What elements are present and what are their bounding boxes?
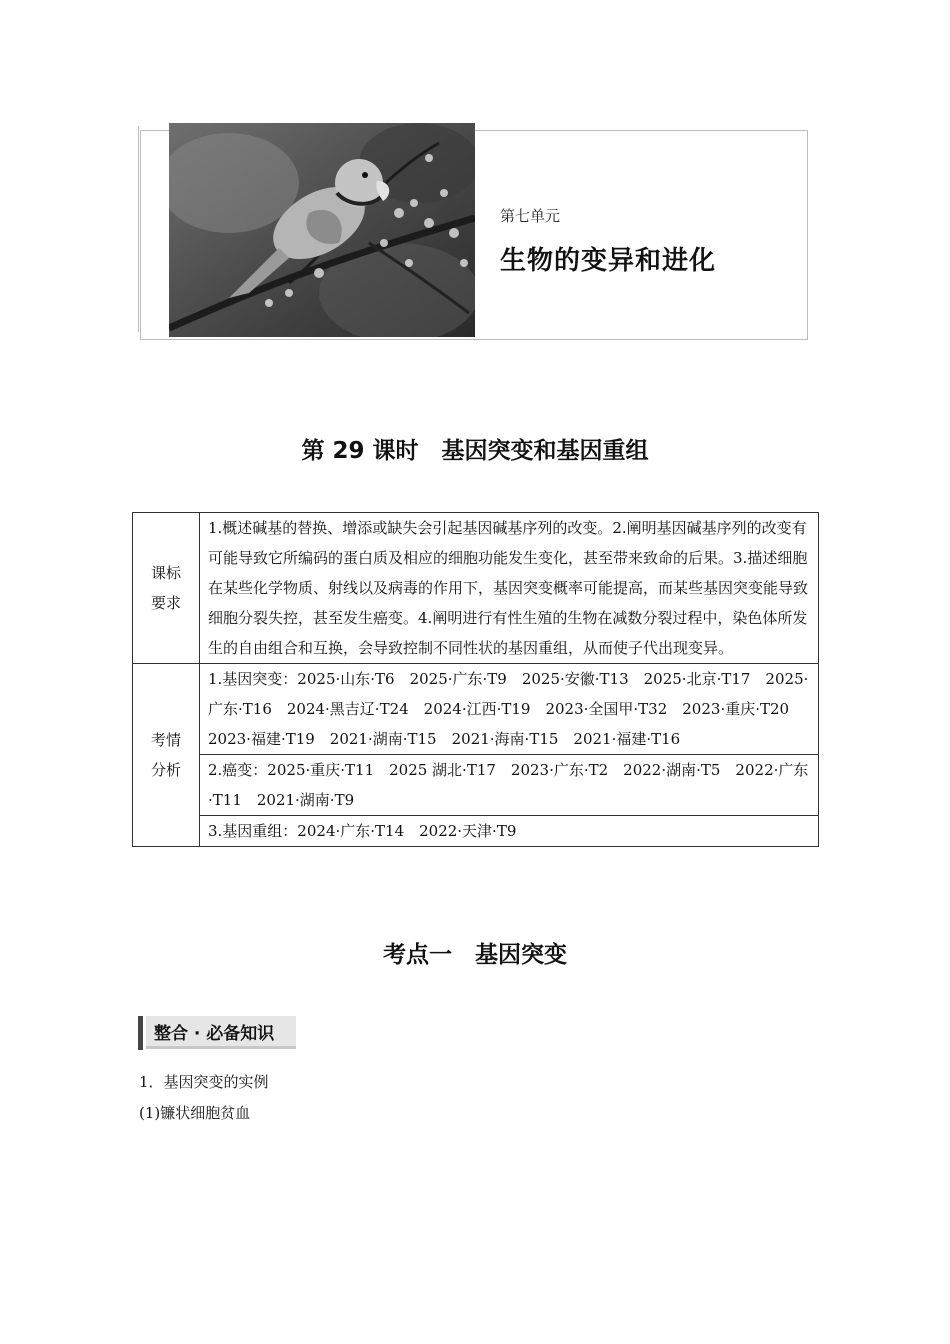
analysis-head — [133, 664, 200, 847]
unit-title: 生物的变异和进化 — [500, 246, 717, 276]
table-row-recombination — [133, 816, 819, 847]
requirements-head-line2: 要求 — [150, 594, 181, 612]
badge-accent-bar — [138, 1016, 143, 1050]
analysis-mutation: 1.基因突变：2025·山东·T6 2025·广东·T9 2025·安徽·T13 2025·北京·T17 2025·广东·T16 2024·黑吉辽·T24 2024·江西·T19 2023·全国甲·T32 2023·重庆·T20 2023·福建·T19 2021·湖南·T15 2021·海南·T15 2021·福建·T16 — [200, 664, 819, 755]
requirements-head-line1: 课标 — [150, 564, 181, 582]
badge-label: 整合 · 必备知识 — [154, 1024, 275, 1044]
requirements-head — [133, 513, 200, 664]
analysis-head-line2: 分析 — [150, 761, 181, 779]
requirements-table — [132, 512, 819, 847]
lesson-title: 第 29 课时 基因突变和基因重组 — [301, 438, 649, 464]
parrot-photo — [169, 123, 475, 337]
section-title: 考点一 基因突变 — [383, 942, 567, 968]
unit-label: 第七单元 — [500, 207, 561, 225]
analysis-cancer: 2.癌变：2025·重庆·T11 2025 湖北·T17 2023·广东·T2 2022·湖南·T5 2022·广东·T11 2021·湖南·T9 — [200, 755, 819, 816]
table-row-cancer — [133, 755, 819, 816]
requirements-text: 1.概述碱基的替换、增添或缺失会引起基因碱基序列的改变。2.阐明基因碱基序列的改变有可能导致它所编码的蛋白质及相应的细胞功能发生变化，甚至带来致命的后果。3.描述细胞在某些化学物质、射线以及病毒的作用下，基因突变概率可能提高，而某些基因突变能导致细胞分裂失控，甚至发生癌变。4.阐明进行有性生殖的生物在减数分裂过程中，染色体所发生的自由组合和互换，会导致控制不同性状的基因重组，从而使子代出现变异。 — [200, 513, 819, 664]
table-row-requirements — [133, 513, 819, 664]
analysis-recombination: 3.基因重组：2024·广东·T14 2022·天津·T9 — [200, 816, 819, 847]
paragraph-heading: 1．基因突变的实例 — [139, 1073, 269, 1091]
table-row-analysis — [133, 664, 819, 755]
knowledge-badge — [138, 1016, 298, 1050]
analysis-head-line1: 考情 — [150, 731, 181, 749]
paragraph-subheading: (1)镰状细胞贫血 — [139, 1104, 251, 1122]
